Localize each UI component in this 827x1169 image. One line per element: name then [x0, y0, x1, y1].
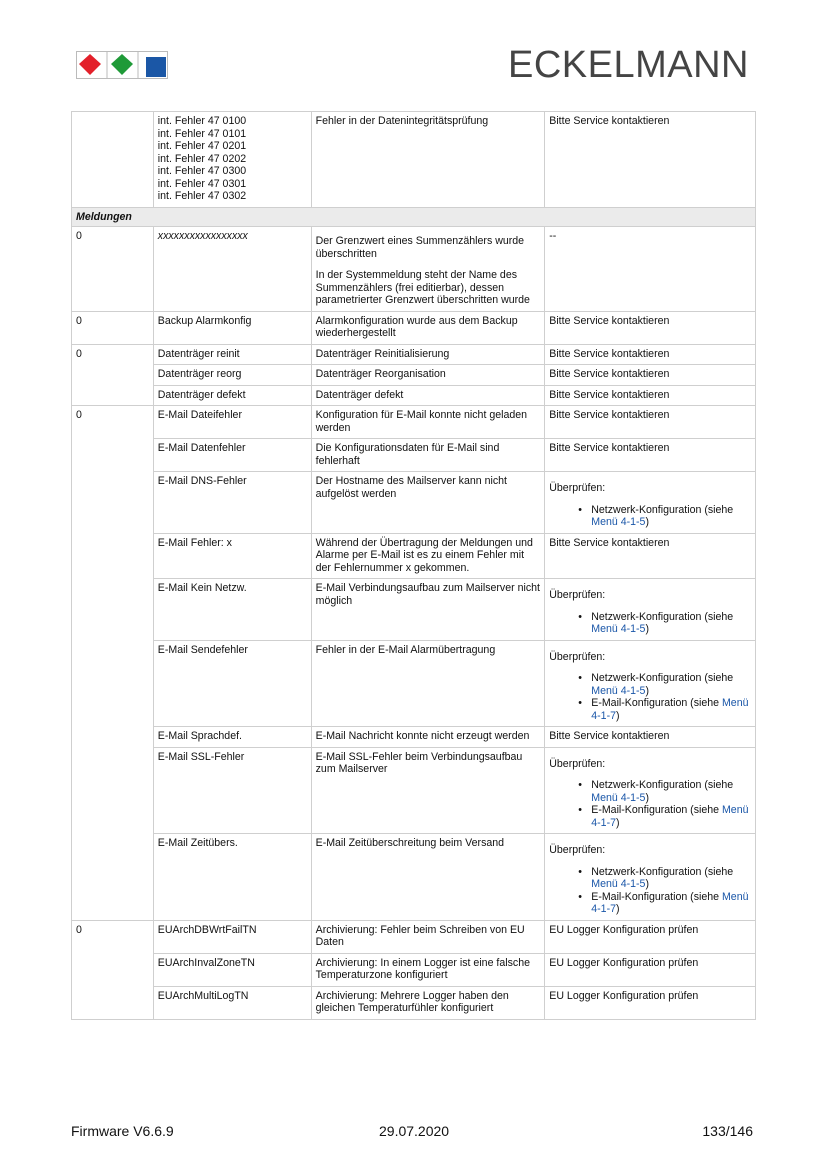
action-cell [545, 640, 756, 727]
code-cell: EUArchDBWrtFailTN [153, 920, 311, 953]
table-row [72, 986, 756, 1019]
code-cell: E-Mail Datenfehler [153, 439, 311, 472]
desc-cell: Die Konfigurationsdaten für E-Mail sind fehlerhaft [311, 439, 545, 472]
desc-cell: E-Mail Nachricht konnte nicht erzeugt werden [311, 727, 545, 748]
list-item: • E-Mail-Konfiguration (siehe Menü 4-1-7) [591, 804, 751, 829]
code-cell: E-Mail SSL-Fehler [153, 747, 311, 834]
menu-link[interactable]: Menü 4-1-7 [591, 804, 749, 829]
action-cell: Bitte Service kontaktieren [545, 112, 756, 208]
table-row [72, 406, 756, 439]
check-list [549, 611, 751, 636]
footer-page-number: 133/146 [702, 1123, 753, 1139]
desc-cell: Während der Übertragung der Meldungen und Alarme per E-Mail ist es zu einem Fehler mit der Fehlernummer x gekommen. [311, 533, 545, 579]
action-cell: EU Logger Konfiguration prüfen [545, 986, 756, 1019]
code-cell: Datenträger reorg [153, 365, 311, 386]
check-label: Überprüfen: [549, 757, 606, 770]
code-cell: xxxxxxxxxxxxxxxxx [153, 227, 311, 312]
list-item: • E-Mail-Konfiguration (siehe Menü 4-1-7) [591, 891, 751, 916]
menu-link[interactable]: Menü 4-1-7 [591, 890, 749, 915]
check-list [549, 672, 751, 722]
desc-cell: Datenträger Reorganisation [311, 365, 545, 386]
list-item: • Netzwerk-Konfiguration (siehe Menü 4-1-5) [591, 504, 751, 529]
list-item: • Netzwerk-Konfiguration (siehe Menü 4-1-5) [591, 611, 751, 636]
table-row [72, 439, 756, 472]
desc-cell: E-Mail Zeitüberschreitung beim Versand [311, 834, 545, 921]
desc-paragraph: In der Systemmeldung steht der Name des Summenzählers (frei editierbar), dessen parametrierter Grenzwert überschritten wurde [315, 269, 530, 306]
code-cell: E-Mail Kein Netzw. [153, 579, 311, 641]
table-row [72, 953, 756, 986]
code-cell: Backup Alarmkonfig [153, 311, 311, 344]
check-list [549, 866, 751, 916]
desc-cell: Der Hostname des Mailserver kann nicht aufgelöst werden [311, 472, 545, 534]
desc-cell: Archivierung: Mehrere Logger haben den gleichen Temperaturfühler konfiguriert [311, 986, 545, 1019]
eckelmann-diamonds-logo-icon [76, 51, 168, 79]
code-cell: E-Mail Dateifehler [153, 406, 311, 439]
action-cell: Bitte Service kontaktieren [545, 727, 756, 748]
action-cell: EU Logger Konfiguration prüfen [545, 953, 756, 986]
code-cell: Datenträger reinit [153, 344, 311, 365]
action-cell: EU Logger Konfiguration prüfen [545, 920, 756, 953]
action-cell [545, 834, 756, 921]
code-cell: E-Mail DNS-Fehler [153, 472, 311, 534]
action-cell: Bitte Service kontaktieren [545, 533, 756, 579]
num-cell: 0 [72, 311, 154, 344]
brand-wordmark: ECKELMANN [508, 44, 749, 86]
check-label: Überprüfen: [549, 589, 606, 601]
code-cell: E-Mail Sendefehler [153, 640, 311, 727]
footer-date: 29.07.2020 [379, 1123, 450, 1139]
check-label: Überprüfen: [549, 482, 606, 494]
table-row [72, 834, 756, 921]
desc-cell [311, 227, 545, 312]
table-row [72, 533, 756, 579]
action-cell: Bitte Service kontaktieren [545, 439, 756, 472]
desc-paragraph: Der Grenzwert eines Summenzählers wurde überschritten [315, 235, 525, 260]
table-row [72, 640, 756, 727]
code-cell: E-Mail Fehler: x [153, 533, 311, 579]
table-row [72, 579, 756, 641]
action-cell [545, 472, 756, 534]
code-cell: EUArchInvalZoneTN [153, 953, 311, 986]
check-list [549, 504, 751, 529]
code-cell: E-Mail Sprachdef. [153, 727, 311, 748]
check-list [549, 779, 751, 829]
table-row [72, 311, 756, 344]
code-cell: int. Fehler 47 0100 int. Fehler 47 0101 int. Fehler 47 0201 int. Fehler 47 0202 int. Fehler 47 0300 int. Fehler 47 0301 int. Fehler 47 0302 [153, 112, 311, 208]
menu-link[interactable]: Menü 4-1-5 [591, 684, 646, 697]
desc-cell: Datenträger Reinitialisierung [311, 344, 545, 365]
menu-link[interactable]: Menü 4-1-5 [591, 623, 646, 635]
table-row [72, 747, 756, 834]
num-cell: 0 [72, 920, 154, 1019]
desc-cell: Fehler in der Datenintegritätsprüfung [311, 112, 545, 208]
action-cell: Bitte Service kontaktieren [545, 311, 756, 344]
code-cell: Datenträger defekt [153, 385, 311, 406]
list-item: • Netzwerk-Konfiguration (siehe Menü 4-1-5) [591, 779, 751, 804]
table-row [72, 727, 756, 748]
list-item: • E-Mail-Konfiguration (siehe Menü 4-1-7) [591, 697, 751, 722]
table-row [72, 365, 756, 386]
code-cell: EUArchMultiLogTN [153, 986, 311, 1019]
desc-cell: Datenträger defekt [311, 385, 545, 406]
action-cell: Bitte Service kontaktieren [545, 365, 756, 386]
desc-cell: E-Mail Verbindungsaufbau zum Mailserver nicht möglich [311, 579, 545, 641]
blue-square [146, 57, 166, 77]
desc-cell: E-Mail SSL-Fehler beim Verbindungsaufbau zum Mailserver [311, 747, 545, 834]
table-row [72, 385, 756, 406]
table-row [72, 920, 756, 953]
table-row [72, 227, 756, 312]
code-cell: E-Mail Zeitübers. [153, 834, 311, 921]
action-cell [545, 579, 756, 641]
menu-link[interactable]: Menü 4-1-5 [591, 791, 646, 804]
action-cell: Bitte Service kontaktieren [545, 344, 756, 365]
table-row [72, 112, 756, 208]
check-label: Überprüfen: [549, 650, 606, 663]
desc-cell: Fehler in der E-Mail Alarmübertragung [311, 640, 545, 727]
check-label: Überprüfen: [549, 844, 606, 856]
list-item: • Netzwerk-Konfiguration (siehe Menü 4-1-5) [591, 866, 751, 891]
num-cell: 0 [72, 406, 154, 921]
action-cell: Bitte Service kontaktieren [545, 406, 756, 439]
action-cell: -- [545, 227, 756, 312]
error-messages-table [71, 111, 756, 1020]
list-item: • Netzwerk-Konfiguration (siehe Menü 4-1-5) [591, 672, 751, 697]
section-row [72, 207, 756, 227]
desc-cell: Alarmkonfiguration wurde aus dem Backup wiederhergestellt [311, 311, 545, 344]
action-cell: Bitte Service kontaktieren [545, 385, 756, 406]
table-row [72, 472, 756, 534]
desc-cell: Konfiguration für E-Mail konnte nicht geladen werden [311, 406, 545, 439]
menu-link[interactable]: Menü 4-1-7 [591, 697, 749, 722]
menu-link[interactable]: Menü 4-1-5 [591, 878, 646, 890]
menu-link[interactable]: Menü 4-1-5 [591, 516, 646, 528]
desc-cell: Archivierung: In einem Logger ist eine falsche Temperaturzone konfiguriert [311, 953, 545, 986]
num-cell: 0 [72, 344, 154, 406]
section-label: Meldungen [72, 207, 756, 227]
table-row [72, 344, 756, 365]
desc-cell: Archivierung: Fehler beim Schreiben von EU Daten [311, 920, 545, 953]
action-cell [545, 747, 756, 834]
num-cell: 0 [72, 227, 154, 312]
num-cell [72, 112, 154, 208]
footer-firmware: Firmware V6.6.9 [71, 1123, 174, 1139]
